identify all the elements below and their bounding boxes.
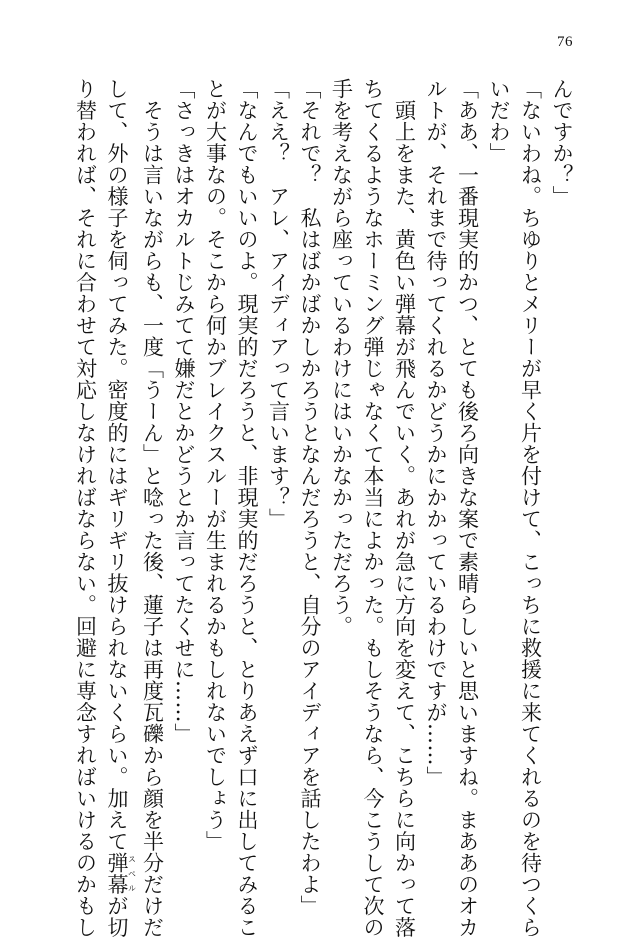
text-line: 「なんでもいいのよ。現実的だろうと、非現実的だろうと、とりあえず口に出してみるこ	[235, 78, 259, 938]
text-line: 「ええ？ アレ、アイディアって言います？」	[266, 78, 291, 530]
text-line: 手を考えながら座っているわけにはいかなかっただろう。	[329, 78, 354, 637]
ruby-reading: スペル	[127, 852, 137, 895]
text-line: 頭上をまた、黄色い弾幕が飛んでいく。あれが急に方向を変えて、こちらに向かって落	[392, 78, 417, 938]
text-line: んですか？」	[550, 78, 574, 207]
text-line: 「ああ、一番現実的かつ、とても後ろ向きな案で素晴らしいと思いますね。まああのオカ	[455, 78, 480, 938]
text-line: ルトが、それまで待ってくれるかどうかにかかっているわけですが……」	[424, 78, 448, 788]
text-line-with-ruby: して、外の様子を伺ってみた。密度的にはギリギリ抜けられないくらい。加えて弾幕スペルが切	[105, 78, 137, 938]
text-line: 「それで？ 私はばかばかしかろうとなんだろうと、自分のアイディアを話したわよ」	[298, 78, 322, 917]
text-line: いだわ」	[487, 78, 511, 164]
text-line: ちてくるようなホーミング弾じゃなくて本当によかった。もしそうなら、今こうして次の	[361, 78, 385, 938]
text-line: とが大事なの。そこから何かブレイクスルーが生まれるかもしれないでしょう」	[203, 78, 228, 852]
text-line: 「ないわね。ちゆりとメリーが早く片を付けて、こっちに救援に来てくれるのを待つくら	[518, 78, 543, 938]
page-number: 76	[557, 34, 573, 50]
text-line: そうは言いながらも、一度「うーん」と唸った後、蓮子は再度瓦礫から顔を半分だけだ	[140, 78, 165, 938]
ruby-base: 弾幕	[105, 852, 129, 895]
text-line: 「さっきはオカルトじみてて嫌だとかどうとか言ってたくせに……」	[172, 78, 196, 745]
ruby-annotation	[105, 852, 137, 895]
body-text	[69, 78, 577, 938]
text-line: り替われば、それに合わせて対応しなければならない。回避に専念すればいけるのかもし	[73, 78, 98, 938]
